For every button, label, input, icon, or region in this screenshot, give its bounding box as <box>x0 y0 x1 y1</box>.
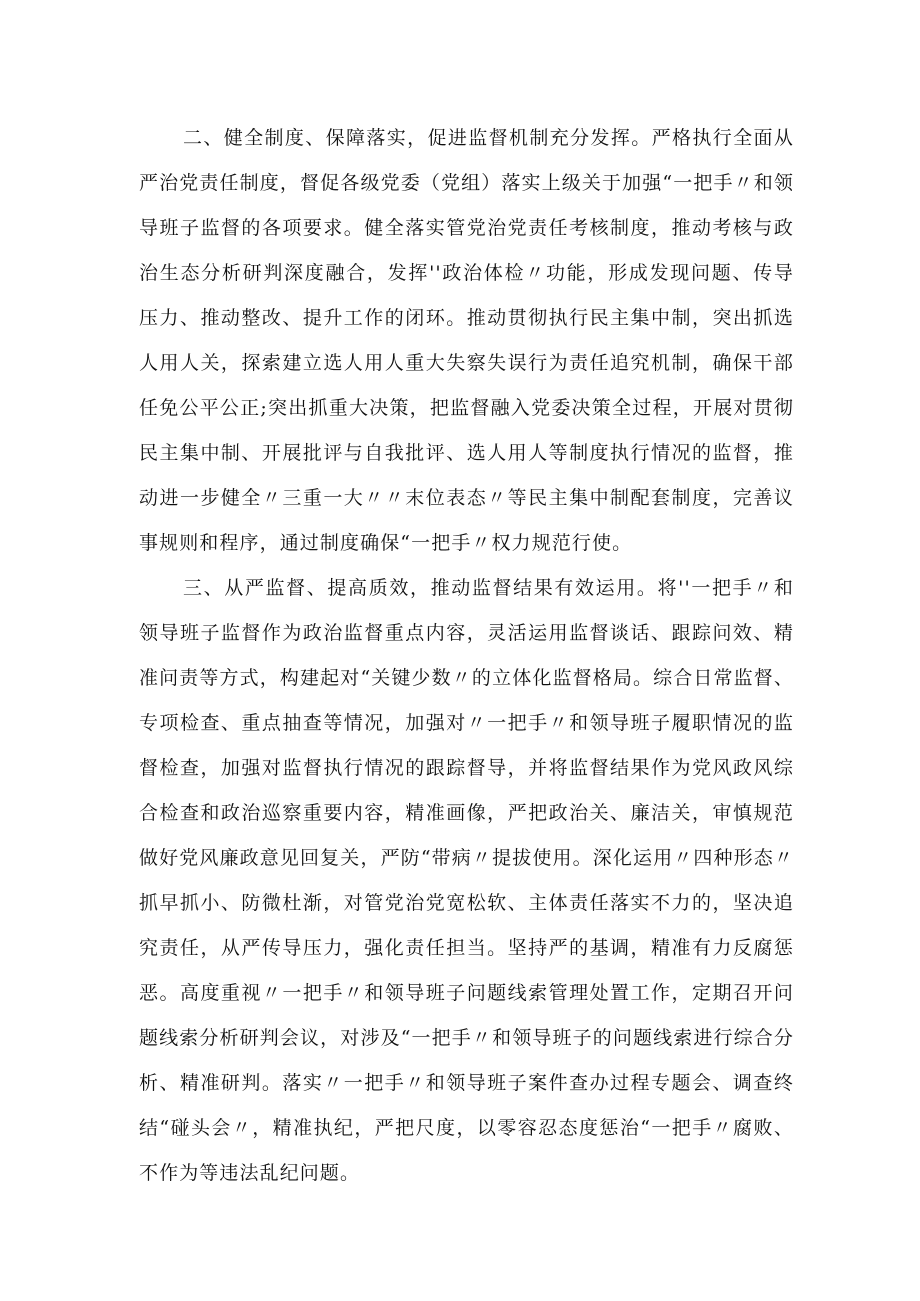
paragraph-institutional-system: 二、健全制度、保障落实，促进监督机制充分发挥。严格执行全面从严治党责任制度，督促各级党委（党组）落实上级关于加强“一把手〃和领导班子监督的各项要求。健全落实管党治党责任考核制度，推动考核与政治生态分析研判深度融合，发挥''政治体检〃功能，形成发现问题、传导压力、推动整改、提升工作的闭环。推动贯彻执行民主集中制，突出抓选人用人关，探索建立选人用人重大失察失误行为责任追究机制，确保干部任免公平公正;突出抓重大决策，把监督融入党委决策全过程，开展对贯彻民主集中制、开展批评与自我批评、选人用人等制度执行情况的监督，推动进一步健全〃三重一大〃〃末位表态〃等民主集中制配套制度，完善议事规则和程序，通过制度确保“一把手〃权力规范行使。 <box>139 127 794 554</box>
paragraph-strict-supervision: 三、从严监督、提高质效，推动监督结果有效运用。将''一把手〃和领导班子监督作为政治监督重点内容，灵活运用监督谈话、跟踪问效、精准问责等方式，构建起对“关键少数〃的立体化监督格局。综合日常监督、专项检查、重点抽查等情况，加强对〃一把手〃和领导班子履职情况的监督检查，加强对监督执行情况的跟踪督导，并将监督结果作为党风政风综合检查和政治巡察重要内容，精准画像，严把政治关、廉洁关，审慎规范做好党风廉政意见回复关，严防“带病〃提拔使用。深化运用〃四种形态〃抓早抓小、防微杜渐，对管党治党宽松软、主体责任落实不力的，坚决追究责任，从严传导压力，强化责任担当。坚持严的基调，精准有力反腐惩恶。高度重视〃一把手〃和领导班子问题线索管理处置工作，定期召开问题线索分析研判会议，对涉及“一把手〃和领导班子的问题线索进行综合分析、精准研判。落实〃一把手〃和领导班子案件查办过程专题会、调查终结“碰头会〃，精准执纪，严把尺度，以零容忍态度惩治“一把手〃腐败、不作为等违法乱纪问题。 <box>139 577 794 1184</box>
document-body <box>139 116 794 1196</box>
